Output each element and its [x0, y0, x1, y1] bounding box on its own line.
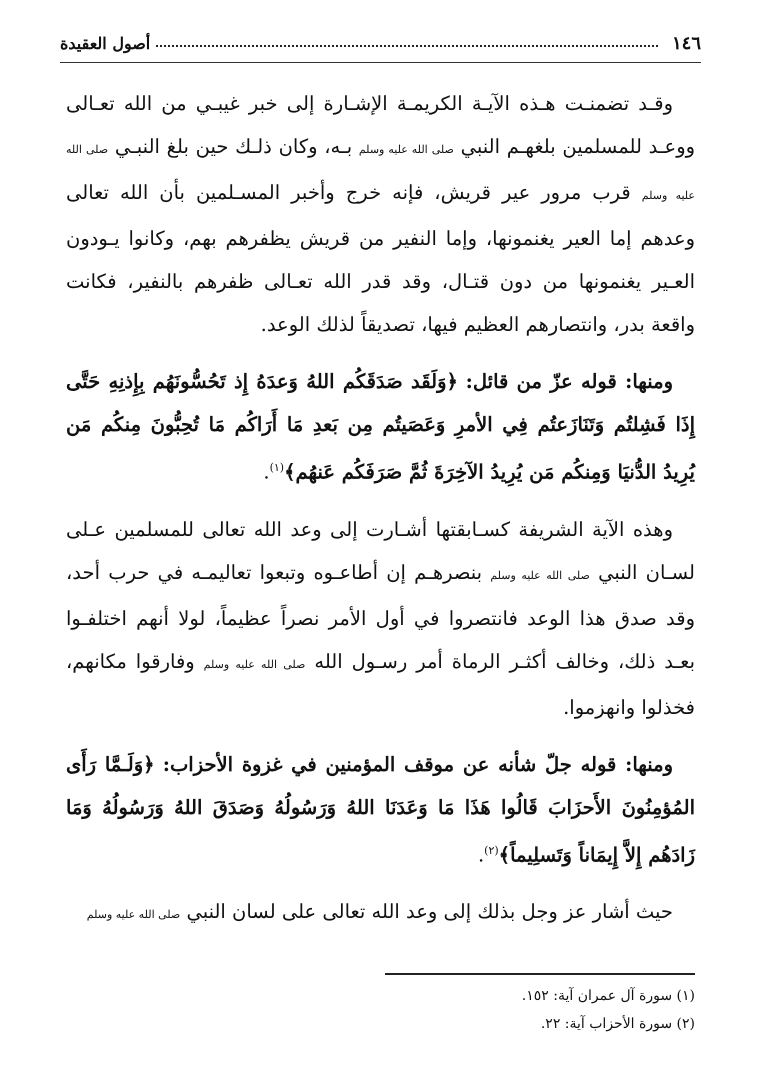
paragraph-text: حيث أشار عز وجل بذلك إلى وعد الله تعالى على لسان النبي	[186, 900, 673, 923]
running-header	[60, 30, 701, 56]
footnote-1: (١) سورة آل عمران آية: ١٥٢.	[521, 988, 695, 1004]
footnotes	[66, 982, 695, 1038]
honorific-salawat: صلى الله عليه وسلم	[66, 143, 695, 202]
paragraph-text: وهذه الآية الشريفة كسـابقتها أشـارت إلى وعد الله تعالى للمسلمين عـلى لسـان النبي	[66, 517, 695, 584]
book-title: أصول العقيدة	[60, 33, 151, 53]
paragraph-lead: ومنها: قوله جلّ شأنه عن موقف المؤمنين في غزوة الأحزاب:	[162, 752, 673, 776]
paragraph-lead: ومنها: قوله عزّ من قائل:	[465, 370, 673, 393]
paragraph-4	[66, 743, 695, 877]
quran-verse: ﴿وَلَـمَّا رَأَى المُؤمِنُونَ الأَحزَابَ قَالُوا هَذَا مَا وَعَدَنَا اللهُ وَرَسُولُهُ وَصَدَقَ اللهُ وَرَسُولُهُ وَمَا زَادَهُم إِلاَّ إِيمَاناً وَتَسلِيماً﴾	[66, 752, 696, 866]
page-body	[66, 82, 695, 946]
paragraph-2	[66, 360, 695, 494]
paragraph-text: بنصرهـم إن أطاعـوه وتبعوا تعاليمـه في حرب أحد، وقد صدق هذا الوعد فانتصروا في أول الأمر نصراً عظيماً، لولا أنهم اختلفـوا بعـد ذلك، وخالف أكثـر الرماة أمر رسـول الله	[66, 560, 696, 673]
footnote-ref-1: (١)	[269, 461, 285, 474]
paragraph-5	[66, 890, 695, 936]
header-rule	[60, 62, 701, 63]
sentence-end: .	[263, 460, 270, 484]
paragraph-text: قرب مرور عير قريش، فإنه خرج وأخبر المسـلمين بأن الله تعالى وعدهم إما العير يغنمونها، وإما النفير من قريش يظفرهم بهم، وكانوا يـودون العـير يغنمونها من دون قتـال، وقد قدر الله تعـالى ظفرهم بالنفير، فكانت واقعة بدر، وانتصارهم العظيم فيها، تصديقاً لذلك الوعد.	[66, 181, 695, 336]
paragraph-text: وفارقوا مكانهم، فخذلوا وانهزموا.	[66, 649, 695, 719]
honorific-salawat: صلى الله عليه وسلم	[86, 908, 181, 921]
paragraph-text: بـه، وكان ذلـك حين بلغ النبـي	[114, 135, 353, 158]
honorific-salawat: صلى الله عليه وسلم	[490, 568, 590, 582]
footnote-2: (٢) سورة الأحزاب آية: ٢٢.	[540, 1016, 695, 1032]
quran-verse: ﴿وَلَقَد صَدَقَكُم اللهُ وَعدَهُ إِذ تَحُسُّونَهُم بِإِذنِهِ حَتَّى إِذَا فَشِلتُم وَتَنَازَعتُم فِي الأمرِ وَعَصَيتُم مِن بَعدِ مَا أَرَاكُم مَا تُحِبُّونَ مِنكُم مَن يُرِيدُ الدُّنيَا وَمِنكُم مَن يُرِيدُ الآخِرَةَ ثُمَّ صَرَفَكُم عَنهُم﴾	[66, 370, 695, 484]
honorific-salawat: صلى الله عليه وسلم	[358, 143, 454, 156]
footnote-ref-2: (٢)	[484, 843, 499, 857]
paragraph-text: وقـد تضمنـت هـذه الآيـة الكريمـة الإشـارة إلى خبر غيبـي من الله تعـالى ووعـد للمسلمين بلغهـم النبي	[66, 92, 696, 158]
paragraph-3	[66, 508, 695, 729]
honorific-salawat: صلى الله عليه وسلم	[203, 657, 306, 671]
paragraph-1	[66, 82, 695, 346]
sentence-end: .	[477, 843, 485, 866]
page-number: ١٤٦	[671, 32, 701, 54]
footnote-separator	[385, 973, 695, 975]
header-dot-leader	[156, 45, 658, 47]
